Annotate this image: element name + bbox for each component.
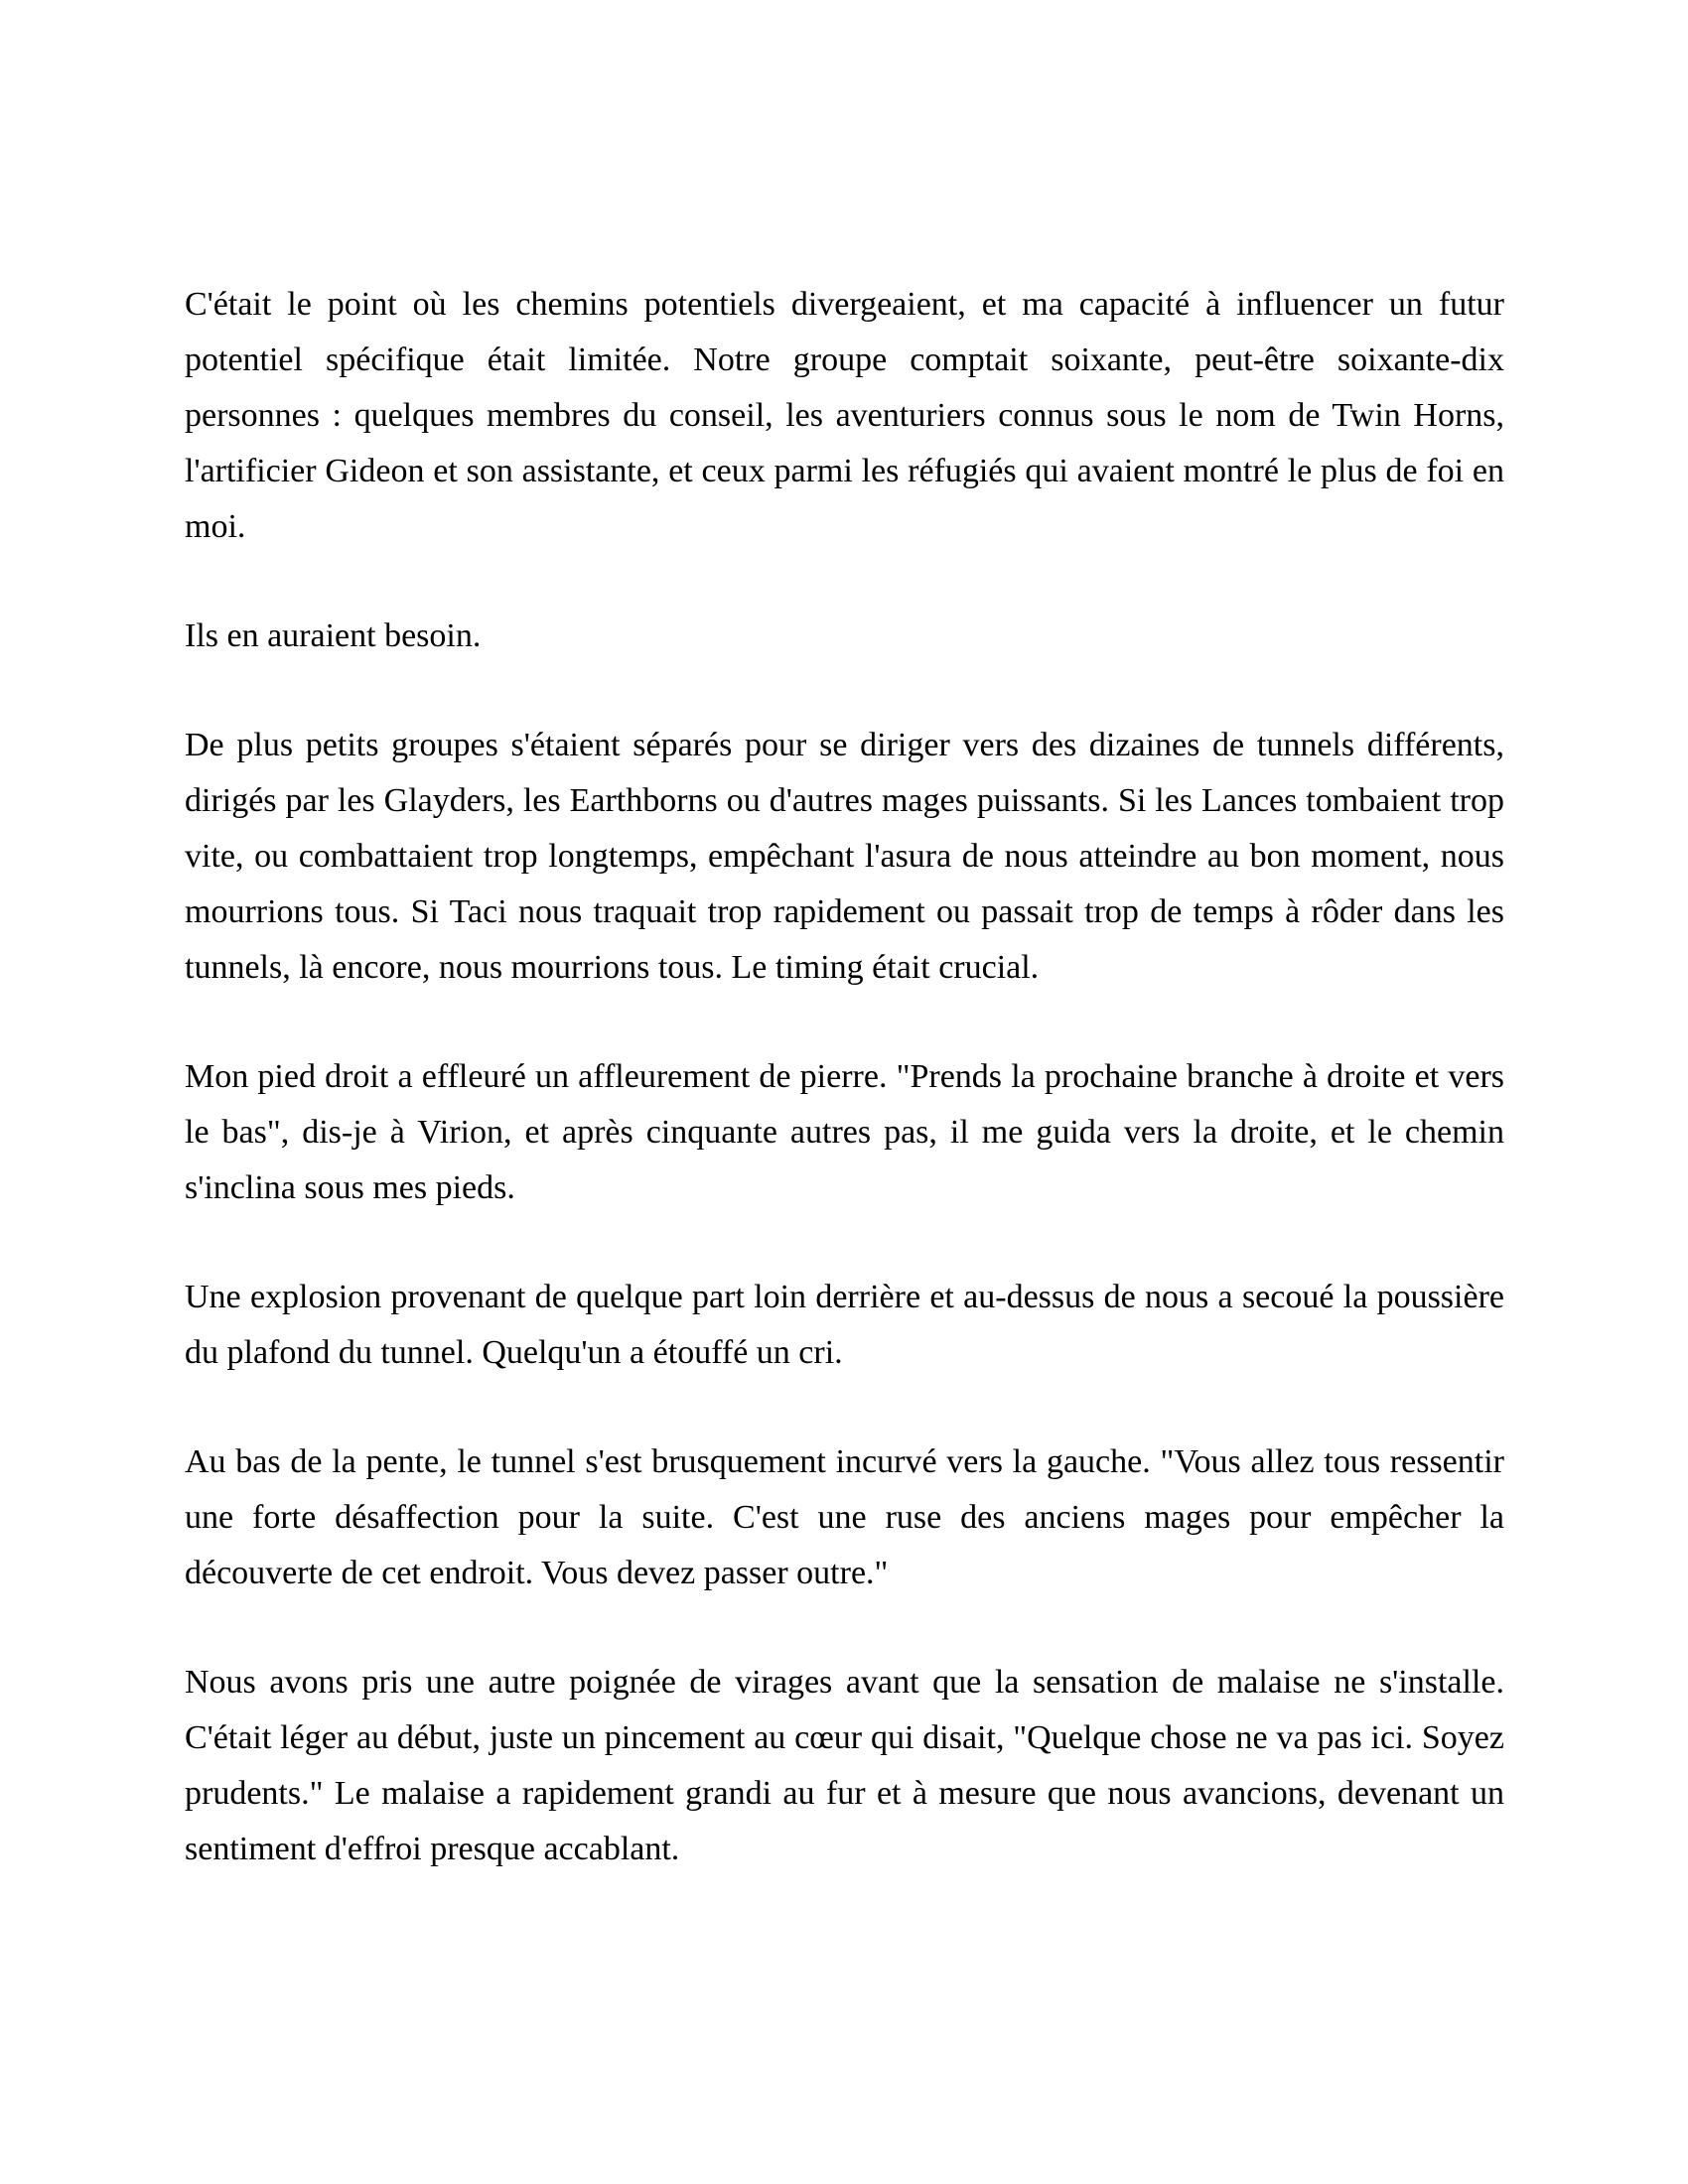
text-block [185,277,1504,1877]
paragraph-4: Mon pied droit a effleuré un affleurement de pierre. "Prends la prochaine branche à droite et vers le bas", dis-je à Virion, et après cinquante autres pas, il me guida vers la droite, et le chemin s'inclina sous mes pieds. [185,1058,1504,1206]
paragraph-7: Nous avons pris une autre poignée de virages avant que la sensation de malaise ne s'installe. C'était léger au début, juste un pincement au cœur qui disait, "Quelque chose ne va pas ici. Soyez prudents." Le malaise a rapidement grandi au fur et à mesure que nous avancions, devenant un sentiment d'effroi presque accablant. [185,1664,1504,1867]
paragraph-6: Au bas de la pente, le tunnel s'est brusquement incurvé vers la gauche. "Vous allez tous ressentir une forte désaffection pour la suite. C'est une ruse des anciens mages pour empêcher la découverte de cet endroit. Vous devez passer outre." [185,1443,1504,1591]
paragraph-2: Ils en auraient besoin. [185,617,482,654]
paragraph-3: De plus petits groupes s'étaient séparés pour se diriger vers des dizaines de tunnels différents, dirigés par les Glayders, les Earthborns ou d'autres mages puissants. Si les Lances tombaient trop vite, ou combattaient trop longtemps, empêchant l'asura de nous atteindre au bon moment, nous mourrions tous. Si Taci nous traquait trop rapidement ou passait trop de temps à rôder dans les tunnels, là encore, nous mourrions tous. Le timing était crucial. [185,727,1504,986]
paragraph-1: C'était le point où les chemins potentiels divergeaient, et ma capacité à influencer un futur potentiel spécifique était limitée. Notre groupe comptait soixante, peut-être soixante-dix personnes : quelques membres du conseil, les aventuriers connus sous le nom de Twin Horns, l'artificier Gideon et son assistante, et ceux parmi les réfugiés qui avaient montré le plus de foi en moi. [185,286,1504,545]
paragraph-5: Une explosion provenant de quelque part loin derrière et au-dessus de nous a secoué la poussière du plafond du tunnel. Quelqu'un a étouffé un cri. [185,1279,1504,1371]
